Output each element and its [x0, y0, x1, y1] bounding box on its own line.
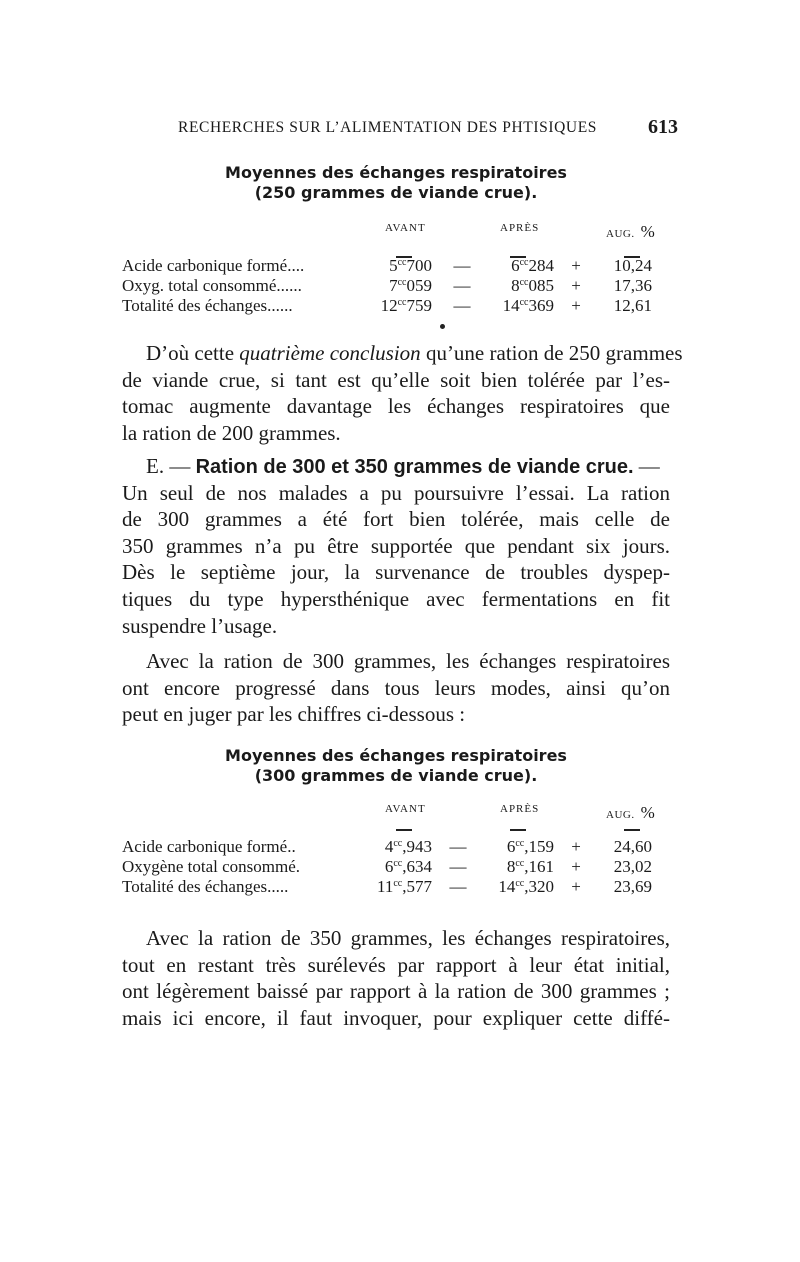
apres-value: $8^{cc}085$ — [511, 276, 554, 295]
row-label: Totalité des échanges..... — [122, 877, 289, 896]
row-label: Totalité des échanges...... — [122, 296, 293, 315]
table-row — [122, 276, 682, 296]
plus-sign: + — [571, 256, 581, 275]
text-line: tomac augmente davantage les échanges respiratoires que — [122, 394, 670, 419]
text-line: Dès le septième jour, la survenance de troubles dyspep- — [122, 560, 670, 585]
row-label: Oxyg. total consommé...... — [122, 276, 302, 295]
table2-caption-line1: Moyennes des échanges respiratoires — [225, 746, 567, 765]
table-row — [122, 256, 682, 276]
apres-value: $14^{cc},320$ — [498, 877, 554, 896]
table1-caption — [122, 163, 670, 203]
text-line: peut en juger par les chiffres ci-dessous : — [122, 702, 466, 727]
table-row — [122, 296, 682, 316]
text-line: de viande crue, si tant est qu’elle soit bien tolérée par l’es- — [122, 367, 670, 392]
avant-value: $11^{cc},577$ — [376, 877, 432, 896]
dash-separator: — — [453, 256, 471, 275]
apres-value: $8^{cc},161$ — [506, 857, 554, 876]
plus-sign: + — [571, 837, 581, 856]
table1-col-apres: APRÈS — [500, 222, 540, 234]
paragraph-350g — [122, 925, 670, 1031]
section-heading-line: E. — Ration de 300 et 350 grammes de viande crue. — — [146, 454, 660, 478]
row-label: Oxygène total consommé. — [122, 857, 300, 876]
avant-value: $7^{cc}059$ — [389, 276, 432, 295]
avant-value: $5^{cc}700$ — [389, 256, 432, 275]
table2-caption — [122, 746, 670, 786]
table2-col-aug: AUG. % — [606, 803, 655, 822]
row-label: Acide carbonique formé.. — [122, 837, 296, 856]
table-row — [122, 877, 682, 897]
row-label: Acide carbonique formé.... — [122, 256, 305, 275]
dash-separator: — — [449, 837, 467, 856]
dash-separator: — — [449, 857, 467, 876]
apres-value: $6^{cc},159$ — [506, 837, 554, 856]
plus-sign: + — [571, 276, 581, 295]
avant-value: $4^{cc},943$ — [384, 837, 432, 856]
table1-col-avant: AVANT — [385, 222, 426, 234]
table1-caption-line1: Moyennes des échanges respiratoires — [225, 163, 567, 182]
text-line: tiques du type hypersthénique avec fermentations en fit — [122, 586, 670, 611]
dash-separator: — — [453, 276, 471, 295]
text-line: Avec la ration de 350 grammes, les échanges respiratoires, — [146, 926, 670, 950]
dash-separator: — — [449, 877, 467, 896]
aug-value: 23,69 — [613, 877, 652, 896]
table2-col-avant: AVANT — [385, 803, 426, 815]
avant-value: $6^{cc},634$ — [384, 857, 432, 876]
running-title: RECHERCHES SUR L’ALIMENTATION DES PHTISIQUES — [178, 119, 597, 136]
table2-rule-apres — [510, 829, 526, 831]
running-header — [178, 116, 678, 141]
text-line: 350 grammes n’a pu être supportée que pendant six jours. — [122, 533, 670, 558]
avant-value: $12^{cc}759$ — [380, 296, 432, 315]
ornament-dot — [440, 324, 445, 329]
text-line: tout en restant très surélevés par rapport à leur état initial, — [122, 952, 670, 977]
table1-col-aug: AUG. % — [606, 222, 655, 241]
page-number: 613 — [648, 116, 678, 138]
aug-value: 17,36 — [613, 276, 652, 295]
table1 — [122, 222, 682, 322]
text-line: mais ici encore, il faut invoquer, pour expliquer cette diffé- — [122, 1005, 670, 1030]
aug-value: 10,24 — [613, 256, 652, 275]
apres-value: $6^{cc}284$ — [511, 256, 554, 275]
italic-emphasis: quatrième conclusion — [239, 341, 421, 365]
text-line: ont légèrement baissé par rapport à la ration de 300 grammes ; — [122, 979, 670, 1004]
aug-value: 12,61 — [613, 296, 652, 315]
text-line: de 300 grammes a été fort bien tolérée, mais celle de — [122, 507, 670, 532]
table-row — [122, 857, 682, 877]
table2 — [122, 803, 682, 903]
text-line: D’où cette quatrième conclusion qu’une ration de 250 grammes — [146, 341, 683, 365]
plus-sign: + — [571, 296, 581, 315]
text-line: suspendre l’usage. — [122, 613, 278, 638]
section-heading: Ration de 300 et 350 grammes de viande crue. — [195, 456, 634, 478]
table2-caption-line2: (300 grammes de viande crue). — [254, 766, 538, 785]
paragraph-300g — [122, 648, 670, 728]
table2-rule-avant — [396, 829, 412, 831]
aug-value: 23,02 — [613, 857, 652, 876]
table1-caption-line2: (250 grammes de viande crue). — [254, 183, 538, 202]
text-line: ont encore progressé dans tous leurs modes, ainsi qu’on — [122, 675, 670, 700]
aug-value: 24,60 — [613, 837, 652, 856]
table2-rule-aug — [624, 829, 640, 831]
dash-separator: — — [453, 296, 471, 315]
plus-sign: + — [571, 877, 581, 896]
plus-sign: + — [571, 857, 581, 876]
section-e — [122, 453, 670, 639]
apres-value: $14^{cc}369$ — [502, 296, 554, 315]
table-row — [122, 837, 682, 857]
text-line: la ration de 200 grammes. — [122, 420, 341, 445]
paragraph-conclusion — [122, 340, 683, 446]
table2-col-apres: APRÈS — [500, 803, 540, 815]
text-line: Un seul de nos malades a pu poursuivre l’essai. La ration — [122, 480, 670, 505]
text-line: Avec la ration de 300 grammes, les échanges respiratoires — [146, 649, 670, 673]
